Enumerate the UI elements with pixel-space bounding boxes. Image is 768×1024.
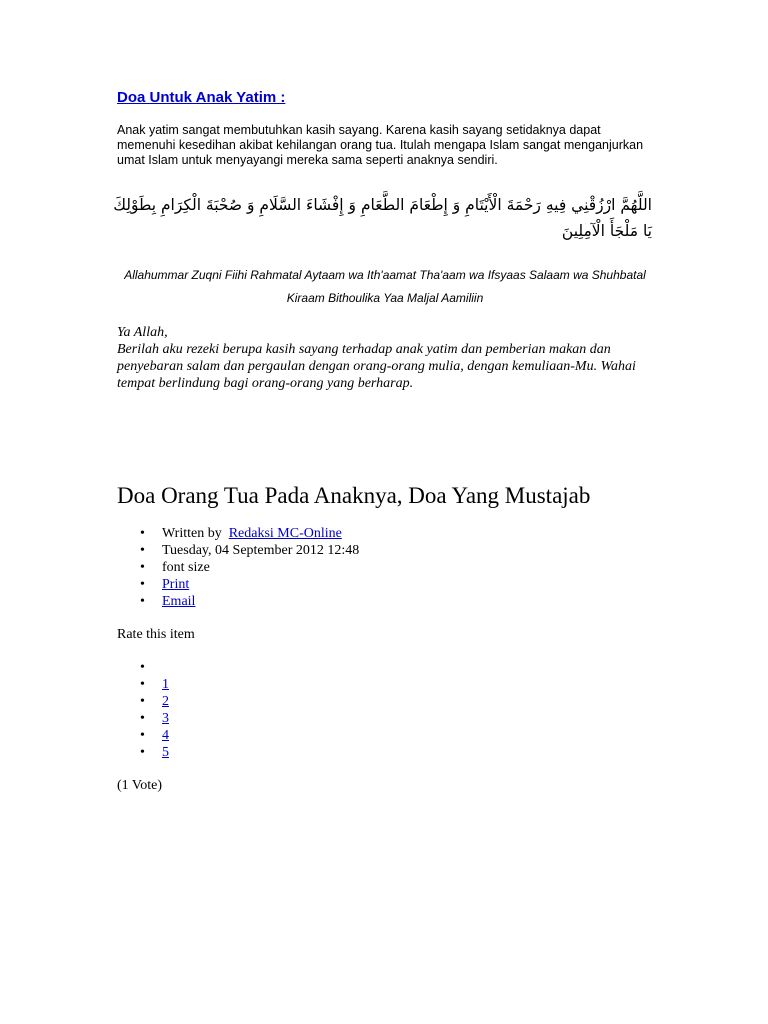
- written-by-label: Written by: [162, 526, 222, 541]
- rate-label: Rate this item: [117, 627, 195, 642]
- article-title: Doa Orang Tua Pada Anaknya, Doa Yang Mustajab: [117, 483, 591, 508]
- meta-email: [117, 593, 359, 610]
- font-size-label: font size: [162, 560, 210, 575]
- prayer-salutation: Ya Allah,: [117, 325, 168, 340]
- meta-author: [117, 525, 359, 542]
- rating-item-5: [117, 744, 169, 761]
- vote-count: (1 Vote): [117, 778, 162, 793]
- arabic-prayer: اللَّهُمَّ ارْزُقْنِي فِيهِ رَحْمَةَ الْأَيْتَامِ وَ إِطْعَامَ الطَّعَامِ وَ إِفْشَاءَ السَّلَامِ وَ صُحْبَةَ الْكِرَامِ بِطَوْلِكَ يَا مَلْجَأَ الْآمِلِينَ: [113, 196, 652, 240]
- publish-date: Tuesday, 04 September 2012 12:48: [162, 543, 360, 558]
- prayer-meaning: Berilah aku rezeki berupa kasih sayang terhadap anak yatim dan pemberian makan dan penyebaran salam dan pergaulan dengan orang-orang mulia, dengan kemuliaan-Mu. Wahai tempat berlindung bagi orang-orang yang berharap.: [117, 342, 636, 391]
- rating-link-3[interactable]: 3: [162, 711, 169, 726]
- rating-link-4[interactable]: 4: [162, 728, 169, 743]
- meta-font-size: [117, 559, 359, 576]
- rating-link-5[interactable]: 5: [162, 745, 169, 760]
- rating-item-3: [117, 710, 169, 727]
- rating-list: [117, 659, 169, 761]
- meta-date: [117, 542, 359, 559]
- rating-empty-item: [117, 659, 169, 676]
- rating-item-4: [117, 727, 169, 744]
- rating-item-2: [117, 693, 169, 710]
- email-link[interactable]: Email: [162, 594, 196, 609]
- article-meta-list: [117, 525, 359, 610]
- rating-link-2[interactable]: 2: [162, 694, 169, 709]
- rating-item-1: [117, 676, 169, 693]
- meta-print: [117, 576, 359, 593]
- rating-link-1[interactable]: 1: [162, 677, 169, 692]
- intro-paragraph: Anak yatim sangat membutuhkan kasih sayang. Karena kasih sayang setidaknya dapat memenuhi kesedihan akibat kehilangan orang tua. Itulah mengapa Islam sangat menganjurkan umat Islam untuk menyayangi mereka sama seperti anaknya sendiri.: [117, 123, 644, 167]
- author-link[interactable]: Redaksi MC-Online: [228, 526, 342, 541]
- transliteration: Allahummar Zuqni Fiihi Rahmatal Aytaam wa Ith'aamat Tha'aam wa Ifsyaas Salaam wa Shuhbatal Kiraam Bithoulika Yaa Maljal Aamiliin: [124, 268, 646, 305]
- section-title-link[interactable]: Doa Untuk Anak Yatim :: [117, 89, 286, 106]
- print-link[interactable]: Print: [162, 577, 190, 592]
